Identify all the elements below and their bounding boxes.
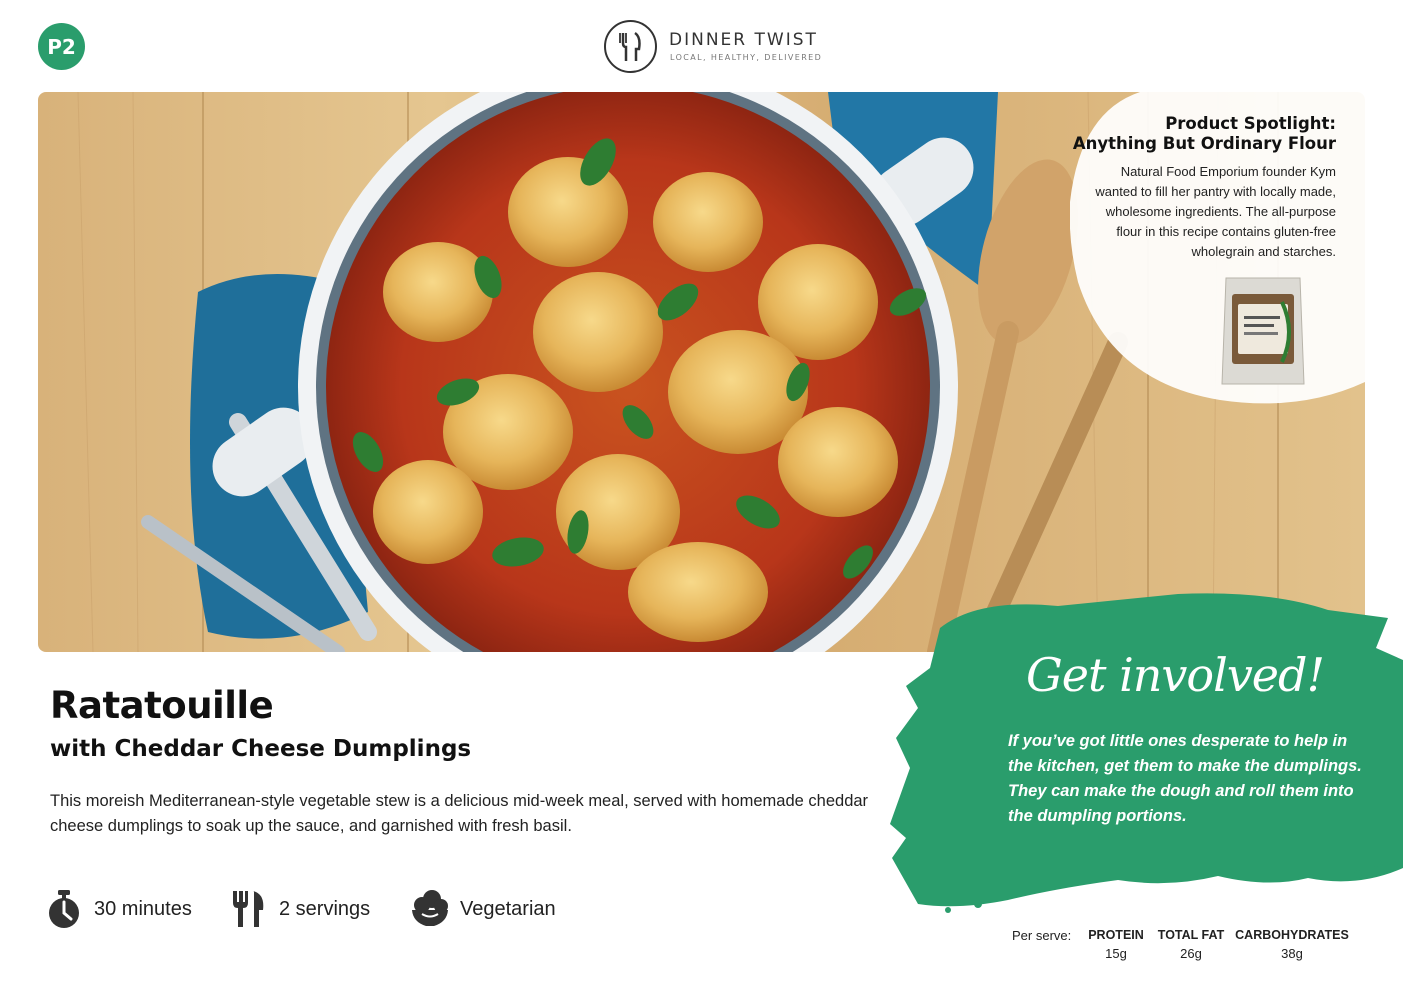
recipe-description: This moreish Mediterranean-style vegetable stew is a delicious mid-week meal, served with homemade cheddar cheese dumplings to soak up the sauce, and garnished with fresh basil. (50, 792, 869, 835)
nutrition-carbs-value: 38g (1281, 946, 1303, 961)
meta-time (44, 888, 192, 930)
recipe-subtitle: with Cheddar Cheese Dumplings (50, 736, 472, 762)
recipe-title: Ratatouille (50, 684, 274, 727)
flour-pack-image (1218, 272, 1308, 392)
meta-time-label: 30 minutes (94, 897, 192, 920)
spotlight-body: Natural Food Emporium founder Kym wanted to fill her pantry with locally made, wholesome ingredients. The all-purpose flour in this recipe contains gluten-free wholegrain and starches. (1095, 164, 1336, 259)
spotlight-title-line1: Product Spotlight: (1165, 114, 1336, 133)
fork-knife-icon (229, 888, 269, 930)
nutrition-carbs-name: CARBOHYDRATES (1235, 928, 1349, 942)
fork-knife-icon (603, 19, 658, 74)
meta-servings-label: 2 servings (279, 897, 371, 920)
nutrition-fat-name: TOTAL FAT (1157, 928, 1225, 942)
nutrition-carbs (1233, 928, 1351, 961)
meta-servings (229, 888, 370, 930)
meta-diet (410, 888, 556, 930)
product-spotlight (1070, 92, 1365, 404)
brand-logo (603, 19, 823, 75)
nutrition-fat-value: 26g (1180, 946, 1202, 961)
spotlight-title (1066, 114, 1336, 154)
brand-name: DINNER TWIST (669, 30, 818, 50)
nutrition-label: Per serve: (1012, 928, 1072, 943)
get-involved-body: If you’ve got little ones desperate to help in the kitchen, get them to make the dumplings. They can make the dough and roll them into the dumpling portions. (1008, 732, 1362, 825)
brand-tagline: LOCAL, HEALTHY, DELIVERED (670, 53, 823, 62)
page-number-badge: P2 (38, 23, 85, 70)
stopwatch-icon (44, 888, 84, 930)
get-involved-title: Get involved! (1026, 648, 1324, 702)
nutrition-protein-name: PROTEIN (1088, 928, 1144, 942)
spotlight-title-line2: Anything But Ordinary Flour (1072, 134, 1336, 153)
nutrition-protein (1086, 928, 1146, 961)
salad-bowl-icon (410, 888, 450, 930)
nutrition-fat (1156, 928, 1226, 961)
nutrition-protein-value: 15g (1105, 946, 1127, 961)
meta-diet-label: Vegetarian (460, 897, 556, 920)
